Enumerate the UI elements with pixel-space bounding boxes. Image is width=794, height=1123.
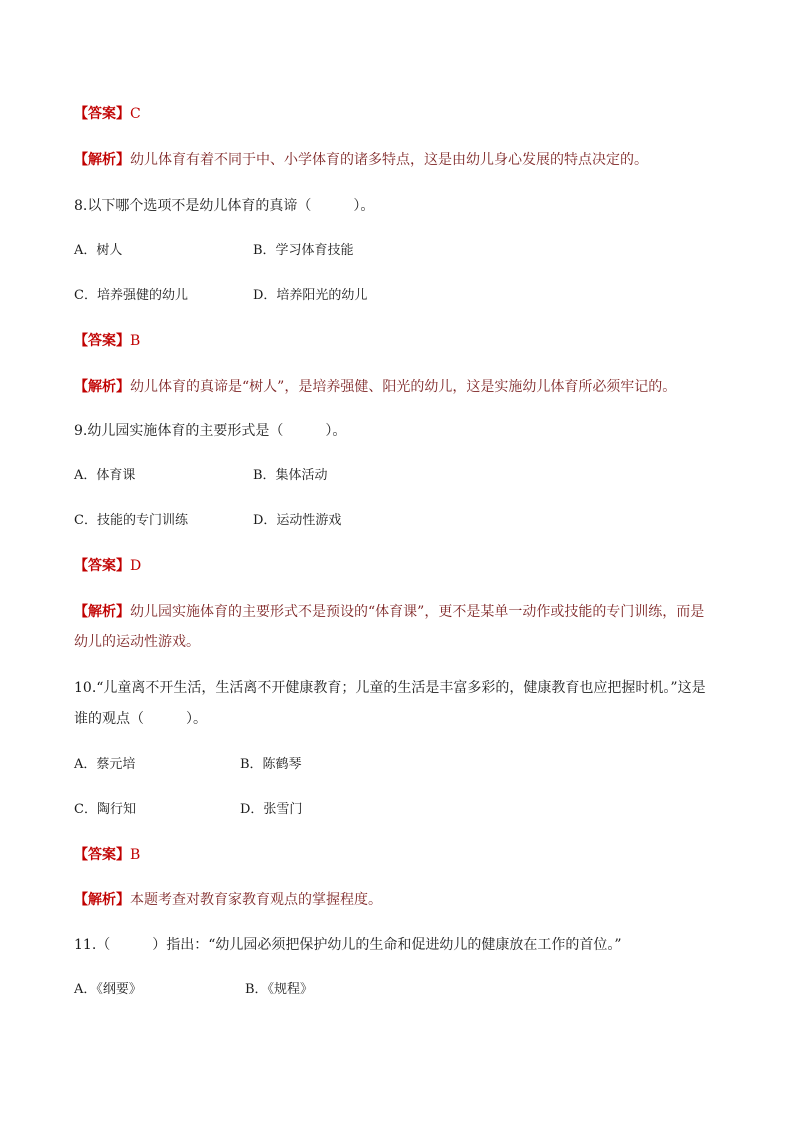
option-d: D．运动性游戏 [253, 513, 342, 528]
option-c: C．技能的专门训练 [74, 513, 188, 528]
analysis-text: 本题考查对教育家教育观点的掌握程度。 [130, 892, 382, 908]
option-b: B．《规程》 [245, 982, 314, 997]
analysis-text-continued: 幼儿的运动性游戏。 [74, 634, 200, 650]
answer-label: 【答案】 [74, 558, 130, 574]
option-b: B．陈鹤琴 [240, 757, 302, 772]
analysis-label: 【解析】 [74, 379, 130, 395]
option-c: C．培养强健的幼儿 [74, 288, 188, 303]
analysis-label: 【解析】 [74, 892, 130, 908]
answer-line [74, 556, 141, 576]
option-a: A．《纲要》 [74, 982, 142, 997]
answer-value: C [130, 106, 141, 122]
analysis-text: 幼儿体育的真谛是“树人”，是培养强健、阳光的幼儿，这是实施幼儿体育所必须牢记的。 [130, 379, 677, 395]
answer-value: B [130, 847, 141, 863]
question-11: 11.（ ）指出：“幼儿园必须把保护幼儿的生命和促进幼儿的健康放在工作的首位。” [74, 937, 622, 953]
analysis-line [74, 890, 382, 910]
answer-line [74, 845, 140, 865]
analysis-label: 【解析】 [74, 152, 130, 168]
answer-line [74, 104, 141, 124]
question-10-line-1: 10.“儿童离不开生活，生活离不开健康教育；儿童的生活是丰富多彩的，健康教育也应把握时机。”这是 [74, 680, 706, 696]
question-9: 9.幼儿园实施体育的主要形式是（ ）。 [74, 423, 347, 439]
option-a: A．蔡元培 [74, 757, 136, 772]
analysis-line [74, 150, 648, 170]
analysis-text: 幼儿园实施体育的主要形式不是预设的“体育课”，更不是某单一动作或技能的专门训练，而是 [130, 604, 705, 620]
option-a: A．体育课 [74, 468, 136, 483]
option-b: B．学习体育技能 [253, 243, 354, 258]
analysis-line [74, 377, 676, 397]
answer-line [74, 331, 140, 351]
answer-label: 【答案】 [74, 847, 130, 863]
option-d: D．张雪门 [240, 802, 303, 817]
answer-label: 【答案】 [74, 333, 130, 349]
option-d: D．培养阳光的幼儿 [253, 288, 368, 303]
question-10-line-2: 谁的观点（ ）。 [74, 711, 207, 727]
option-c: C．陶行知 [74, 802, 136, 817]
answer-value: D [130, 558, 142, 574]
answer-label: 【答案】 [74, 106, 130, 122]
option-b: B．集体活动 [253, 468, 328, 483]
option-a: A．树人 [74, 243, 123, 258]
answer-value: B [130, 333, 141, 349]
analysis-line [74, 602, 704, 622]
analysis-label: 【解析】 [74, 604, 130, 620]
analysis-text: 幼儿体育有着不同于中、小学体育的诸多特点，这是由幼儿身心发展的特点决定的。 [130, 152, 648, 168]
question-8: 8.以下哪个选项不是幼儿体育的真谛（ ）。 [74, 198, 375, 214]
